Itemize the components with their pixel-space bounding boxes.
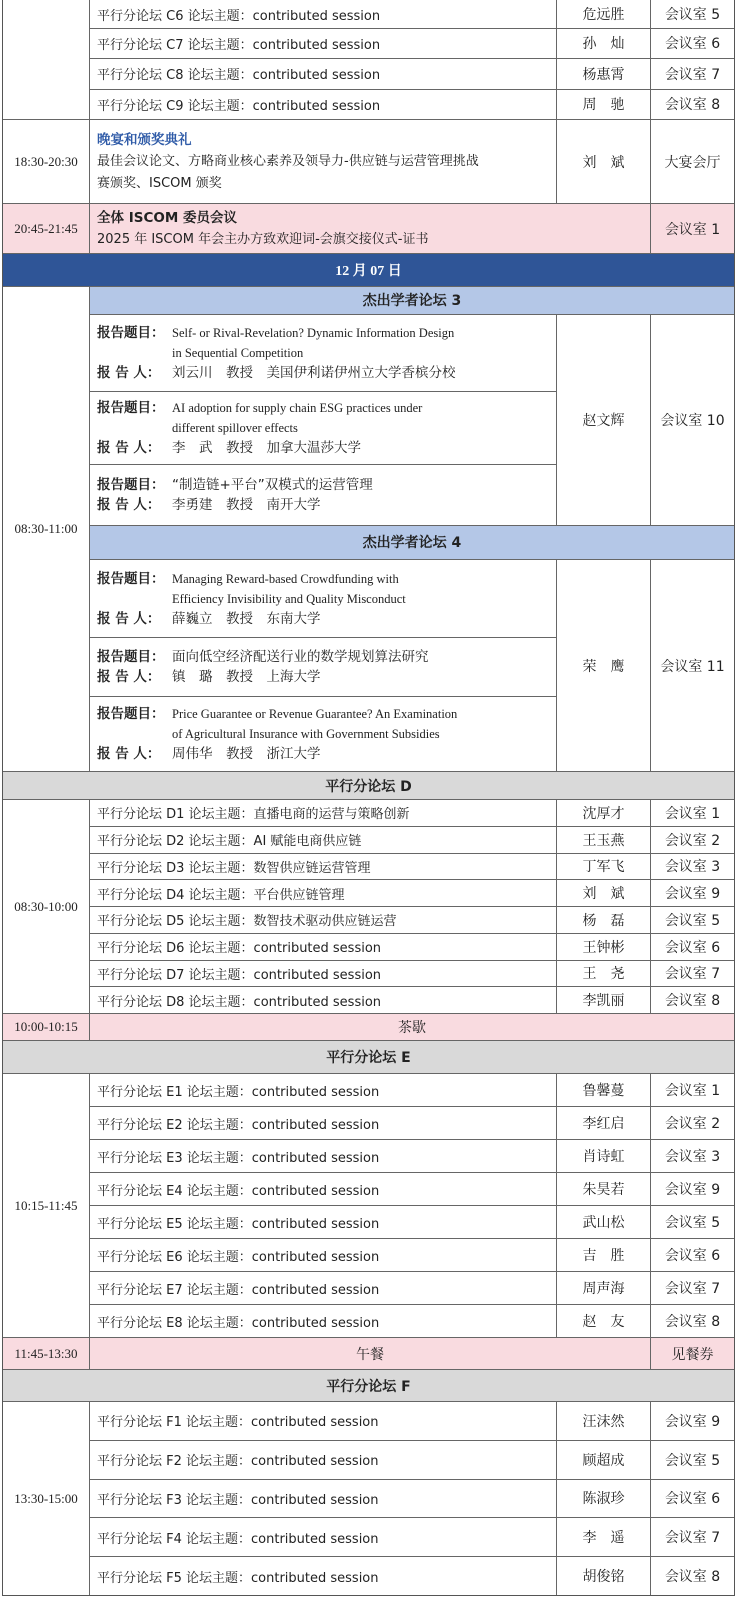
chair-cell: 武山松 <box>557 1206 651 1238</box>
room-cell: 会议室 9 <box>664 886 721 903</box>
parallel-d-group <box>3 799 734 1013</box>
lunch-label: 午餐 <box>90 1338 651 1369</box>
schedule-table <box>2 0 735 1596</box>
talk-title-label: 报告题目： <box>97 476 165 493</box>
session-cell: 平行分论坛 D1 论坛主题：直播电商的运营与策略创新 <box>90 800 557 826</box>
talk-title-line: different spillover effects <box>172 420 298 435</box>
session-cell: 平行分论坛 F3 论坛主题：contributed session <box>90 1480 557 1518</box>
room-cell: 会议室 11 <box>660 658 725 675</box>
speaker-label: 报 告 人： <box>97 364 161 381</box>
chair-cell: 赵文辉 <box>557 315 651 525</box>
session-cell: 平行分论坛 F5 论坛主题：contributed session <box>90 1557 557 1595</box>
chair-cell: 胡俊铭 <box>557 1557 651 1595</box>
table-row <box>90 1205 734 1238</box>
session-cell: 平行分论坛 C8 论坛主题：contributed session <box>90 59 557 89</box>
chair-cell: 肖诗虹 <box>557 1140 651 1172</box>
speaker: 刘云川 教授 美国伊利诺伊州立大学香槟分校 <box>172 364 456 381</box>
speaker: 李 武 教授 加拿大温莎大学 <box>172 439 361 456</box>
session-cell: 平行分论坛 E4 论坛主题：contributed session <box>90 1173 557 1205</box>
parallel-d-header: 平行分论坛 D <box>3 771 734 799</box>
talk-item <box>90 315 556 391</box>
speaker: 李勇建 教授 南开大学 <box>172 496 321 513</box>
chair-cell: 丁军飞 <box>557 854 651 880</box>
room-cell: 会议室 3 <box>664 1149 721 1165</box>
room-cell: 会议室 3 <box>664 859 721 876</box>
speaker: 镇 璐 教授 上海大学 <box>172 669 321 685</box>
session-cell: 平行分论坛 F2 论坛主题：contributed session <box>90 1441 557 1479</box>
session-cell: 平行分论坛 E5 论坛主题：contributed session <box>90 1206 557 1238</box>
room-cell: 会议室 9 <box>664 1182 721 1198</box>
table-row <box>90 826 734 853</box>
time-cell: 20:45-21:45 <box>3 204 90 253</box>
chair-cell: 沈厚才 <box>557 800 651 826</box>
speaker-label: 报 告 人： <box>97 746 161 762</box>
talk-title-label: 报告题目： <box>97 324 165 341</box>
talk-title-line: Managing Reward-based Crowdfunding with <box>172 571 399 586</box>
chair-cell: 周 驰 <box>557 90 651 119</box>
distinguished-forums-group <box>3 286 734 771</box>
time-cell: 08:30-11:00 <box>3 287 90 771</box>
table-row <box>90 1271 734 1304</box>
talk-title-label: 报告题目： <box>97 706 165 722</box>
table-row <box>90 1074 734 1106</box>
talk-title <box>172 398 556 438</box>
room-cell: 会议室 7 <box>664 1530 721 1547</box>
table-row <box>90 89 734 119</box>
chair-cell: 王 尧 <box>557 961 651 987</box>
banquet-title: 晚宴和颁奖典礼 <box>97 131 192 148</box>
table-row <box>90 960 734 987</box>
talk-title-line: in Sequential Competition <box>172 345 304 360</box>
talk-item <box>90 464 556 525</box>
room-cell: 会议室 1 <box>664 805 721 822</box>
committee-desc: 2025 年 ISCOM 年会主办方致欢迎词-会旗交接仪式-证书 <box>97 231 429 247</box>
session-cell: 平行分论坛 E1 论坛主题：contributed session <box>90 1074 557 1106</box>
talk-title <box>172 323 556 363</box>
time-cell: 08:30-10:00 <box>3 800 90 1013</box>
tea-break-row <box>3 1013 734 1040</box>
chair-cell: 王钟彬 <box>557 934 651 960</box>
room-cell: 会议室 8 <box>664 993 721 1010</box>
speaker-label: 报 告 人： <box>97 669 161 685</box>
tea-break-label: 茶歇 <box>398 1020 426 1036</box>
banquet-desc-line2: 赛颁奖、ISCOM 颁奖 <box>97 175 222 191</box>
table-row <box>90 28 734 57</box>
room-cell: 会议室 7 <box>664 966 721 983</box>
banquet-row <box>3 119 734 203</box>
chair-cell: 顾超成 <box>557 1441 651 1479</box>
table-row <box>90 906 734 933</box>
session-cell: 平行分论坛 C9 论坛主题：contributed session <box>90 90 557 119</box>
forum-4-header: 杰出学者论坛 4 <box>90 525 734 559</box>
parallel-f-header: 平行分论坛 F <box>3 1369 734 1401</box>
session-cell: 平行分论坛 C7 论坛主题：contributed session <box>90 29 557 57</box>
session-cell: 平行分论坛 E8 论坛主题：contributed session <box>90 1305 557 1337</box>
session-cell: 平行分论坛 D5 论坛主题：数智技术驱动供应链运营 <box>90 907 557 933</box>
session-cell: 平行分论坛 D4 论坛主题：平台供应链管理 <box>90 880 557 906</box>
talk-title-line: Price Guarantee or Revenue Guarantee? An Examination <box>172 707 458 721</box>
session-cell: 平行分论坛 F4 论坛主题：contributed session <box>90 1518 557 1556</box>
room-cell: 会议室 6 <box>664 1248 721 1264</box>
chair-cell: 陈淑珍 <box>557 1480 651 1518</box>
chair-cell: 杨惠霄 <box>557 59 651 89</box>
session-cell: 平行分论坛 D8 论坛主题：contributed session <box>90 987 557 1013</box>
table-row <box>90 1517 734 1556</box>
room-cell: 会议室 2 <box>664 832 721 849</box>
table-row <box>90 1402 734 1440</box>
speaker-label: 报 告 人： <box>97 610 161 627</box>
room-cell: 会议室 2 <box>664 1116 721 1132</box>
room-cell: 大宴会厅 <box>664 154 721 171</box>
parallel-e-header: 平行分论坛 E <box>3 1040 734 1073</box>
table-row <box>90 879 734 906</box>
room-cell: 会议室 8 <box>664 1314 721 1330</box>
room-cell: 会议室 5 <box>664 7 721 24</box>
talk-title-line: Self- or Rival-Revelation? Dynamic Information Design <box>172 325 455 340</box>
session-stack <box>90 1402 734 1595</box>
time-cell: 11:45-13:30 <box>3 1338 90 1369</box>
table-row <box>90 1440 734 1479</box>
chair-cell: 危远胜 <box>557 0 651 28</box>
talk-item <box>90 391 556 464</box>
talk-title <box>172 569 556 609</box>
lunch-room: 见餐券 <box>671 1346 714 1363</box>
room-cell: 会议室 5 <box>664 1215 721 1231</box>
chair-cell: 刘 斌 <box>557 880 651 906</box>
session-cell: 平行分论坛 C6 论坛主题：contributed session <box>90 0 557 28</box>
chair-cell: 杨 磊 <box>557 907 651 933</box>
chair-cell: 吉 胜 <box>557 1239 651 1271</box>
chair-cell: 刘 斌 <box>557 120 651 203</box>
parallel-e-group <box>3 1073 734 1337</box>
banquet-cell <box>90 120 557 203</box>
room-cell: 会议室 10 <box>660 412 725 429</box>
session-cell: 平行分论坛 D6 论坛主题：contributed session <box>90 934 557 960</box>
forum-4-body <box>90 559 734 771</box>
session-cell: 平行分论坛 E6 论坛主题：contributed session <box>90 1239 557 1271</box>
parallel-c-continued-group <box>3 0 734 119</box>
lunch-row <box>3 1337 734 1369</box>
session-cell: 平行分论坛 F1 论坛主题：contributed session <box>90 1402 557 1440</box>
talk-title-line: AI adoption for supply chain ESG practices under <box>172 400 423 415</box>
committee-cell <box>90 204 651 253</box>
talk-item <box>90 560 556 637</box>
talk-title <box>172 704 556 744</box>
table-row <box>90 933 734 960</box>
room-cell: 会议室 1 <box>664 1083 721 1099</box>
chair-cell: 汪沫然 <box>557 1402 651 1440</box>
table-row <box>90 1172 734 1205</box>
room-cell: 会议室 9 <box>664 1413 721 1430</box>
chair-cell: 荣 鹰 <box>557 560 651 771</box>
session-cell: 平行分论坛 E2 论坛主题：contributed session <box>90 1107 557 1139</box>
speaker-label: 报 告 人： <box>97 439 161 456</box>
chair-cell: 周声海 <box>557 1272 651 1304</box>
talk-title-label: 报告题目： <box>97 399 165 416</box>
table-row <box>90 986 734 1013</box>
table-row <box>90 0 734 28</box>
table-row <box>90 853 734 880</box>
forum-3-header: 杰出学者论坛 3 <box>90 287 734 314</box>
session-cell: 平行分论坛 E3 论坛主题：contributed session <box>90 1140 557 1172</box>
talk-title-label: 报告题目： <box>97 570 165 587</box>
parallel-f-group <box>3 1401 734 1595</box>
room-cell: 会议室 7 <box>664 1281 721 1297</box>
room-cell: 会议室 6 <box>664 939 721 956</box>
forum-3-body <box>90 314 734 525</box>
committee-row <box>3 203 734 253</box>
time-cell: 10:15-11:45 <box>3 1074 90 1337</box>
room-cell: 会议室 8 <box>664 97 721 114</box>
chair-cell: 李 遥 <box>557 1518 651 1556</box>
chair-cell: 朱昊若 <box>557 1173 651 1205</box>
session-cell: 平行分论坛 E7 论坛主题：contributed session <box>90 1272 557 1304</box>
time-cell: 18:30-20:30 <box>3 120 90 203</box>
banquet-desc-line1: 最佳会议论文、方略商业核心素养及领导力-供应链与运营管理挑战 <box>97 153 479 169</box>
chair-cell: 李红启 <box>557 1107 651 1139</box>
room-cell: 会议室 5 <box>664 912 721 929</box>
forum-stack <box>90 287 734 771</box>
talk-item <box>90 637 556 696</box>
room-cell: 会议室 8 <box>664 1569 721 1586</box>
table-row <box>90 1304 734 1337</box>
time-cell <box>3 0 90 119</box>
chair-cell: 李凯丽 <box>557 987 651 1013</box>
room-cell: 会议室 5 <box>664 1452 721 1469</box>
talk-item <box>90 696 556 771</box>
room-cell: 会议室 6 <box>664 36 721 53</box>
table-row <box>90 1479 734 1518</box>
table-row <box>90 58 734 89</box>
room-cell: 会议室 6 <box>664 1491 721 1508</box>
talk-list <box>90 560 557 771</box>
session-cell: 平行分论坛 D3 论坛主题：数智供应链运营管理 <box>90 854 557 880</box>
chair-cell: 鲁馨蔓 <box>557 1074 651 1106</box>
talk-title: “制造链+平台”双模式的运营管理 <box>172 476 373 493</box>
speaker: 薛巍立 教授 东南大学 <box>172 610 321 627</box>
table-row <box>90 1139 734 1172</box>
speaker: 周伟华 教授 浙江大学 <box>172 746 321 762</box>
talk-title-line: of Agricultural Insurance with Government Subsidies <box>172 727 440 741</box>
table-row <box>90 1556 734 1595</box>
session-stack <box>90 800 734 1013</box>
room-cell: 会议室 1 <box>664 221 721 238</box>
session-cell: 平行分论坛 D7 论坛主题：contributed session <box>90 961 557 987</box>
session-stack <box>90 0 734 119</box>
table-row <box>90 1238 734 1271</box>
time-cell: 13:30-15:00 <box>3 1402 90 1595</box>
chair-cell: 赵 友 <box>557 1305 651 1337</box>
chair-cell: 孙 灿 <box>557 29 651 57</box>
date-band: 12 月 07 日 <box>3 253 734 286</box>
talk-title-line: Efficiency Invisibility and Quality Misconduct <box>172 591 406 606</box>
chair-cell: 王玉燕 <box>557 827 651 853</box>
time-cell: 10:00-10:15 <box>3 1014 90 1040</box>
table-row <box>90 1106 734 1139</box>
talk-title-label: 报告题目： <box>97 649 165 665</box>
speaker-label: 报 告 人： <box>97 496 161 513</box>
talk-title: 面向低空经济配送行业的数学规划算法研究 <box>172 649 429 665</box>
room-cell: 会议室 7 <box>664 66 721 83</box>
session-stack <box>90 1074 734 1337</box>
table-row <box>90 800 734 826</box>
session-cell: 平行分论坛 D2 论坛主题：AI 赋能电商供应链 <box>90 827 557 853</box>
committee-title: 全体 ISCOM 委员会议 <box>97 209 237 226</box>
talk-list <box>90 315 557 525</box>
